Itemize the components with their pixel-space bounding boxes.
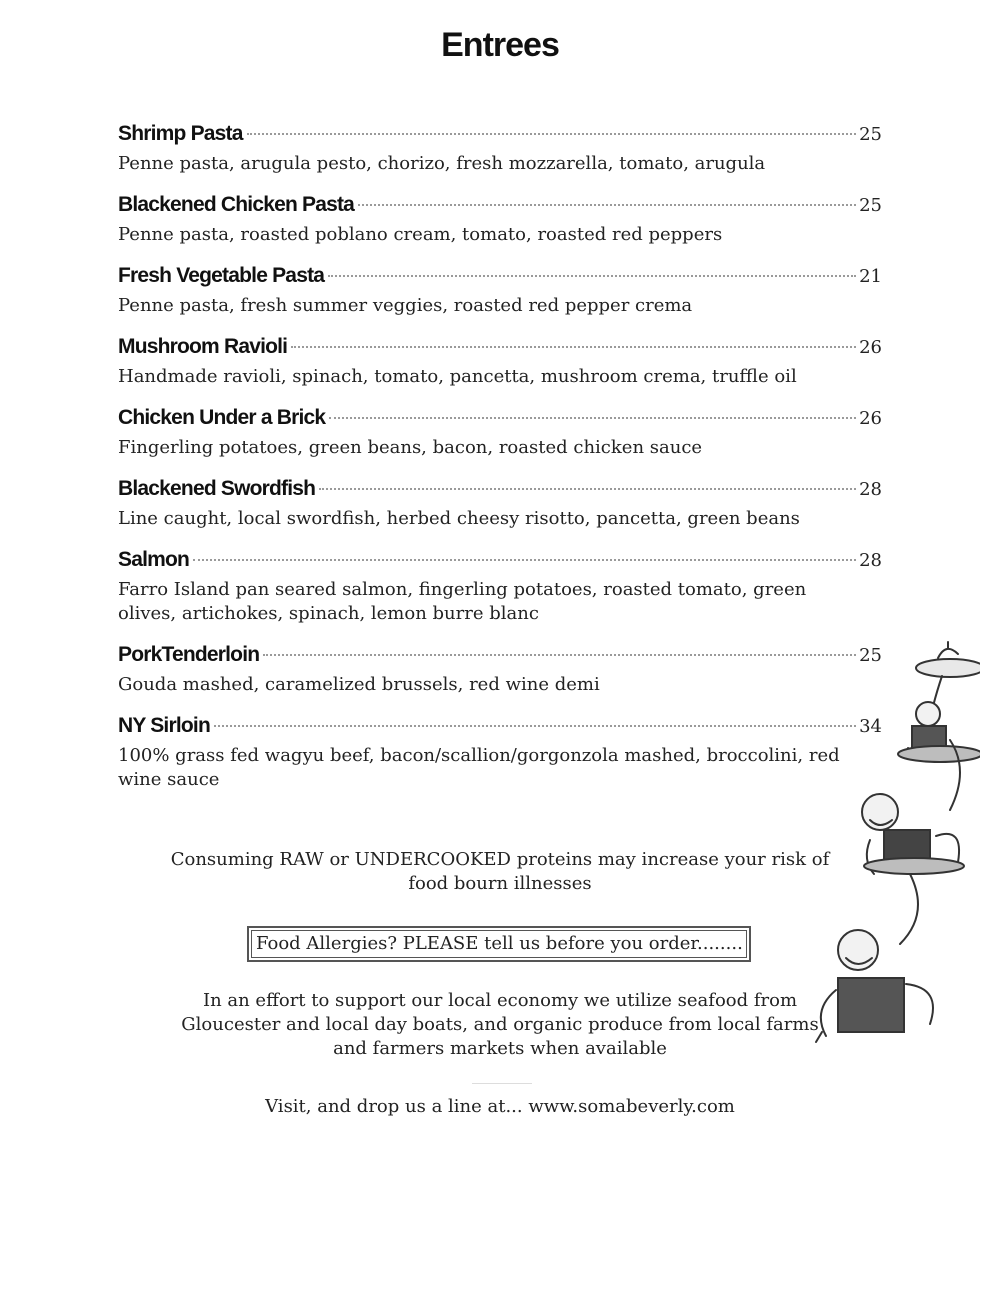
menu-item-description: Penne pasta, fresh summer veggies, roasted red pepper crema bbox=[118, 295, 693, 316]
menu-item-description: Farro Island pan seared salmon, fingerling potatoes, roasted tomato, green olives, artichokes, spinach, lemon burre blanc bbox=[118, 579, 807, 624]
menu-item bbox=[118, 264, 882, 318]
menu-item-header bbox=[118, 122, 882, 152]
menu-item-name: Chicken Under a Brick bbox=[118, 406, 326, 429]
menu-item bbox=[118, 477, 882, 531]
menu-item bbox=[118, 335, 882, 389]
dot-leader bbox=[247, 133, 856, 135]
menu-item-price: 26 bbox=[859, 337, 882, 358]
entree-list bbox=[118, 122, 882, 809]
allergy-notice: Food Allergies? PLEASE tell us before you order........ bbox=[251, 930, 747, 958]
menu-item-name: Fresh Vegetable Pasta bbox=[118, 264, 325, 287]
dot-leader bbox=[291, 346, 856, 348]
menu-item-name: Salmon bbox=[118, 548, 190, 571]
menu-item-description: Fingerling potatoes, green beans, bacon, roasted chicken sauce bbox=[118, 437, 703, 458]
menu-item-header bbox=[118, 193, 882, 223]
menu-item-name: NY Sirloin bbox=[118, 714, 210, 737]
menu-item-header bbox=[118, 406, 882, 436]
menu-item-price: 25 bbox=[859, 124, 882, 145]
menu-item-name: Blackened Swordfish bbox=[118, 477, 316, 500]
dot-leader bbox=[329, 417, 856, 419]
menu-item bbox=[118, 193, 882, 247]
raw-food-warning: Consuming RAW or UNDERCOOKED proteins may increase your risk of food bourn illnesses bbox=[170, 849, 830, 894]
menu-item-description: Gouda mashed, caramelized brussels, red wine demi bbox=[118, 674, 600, 695]
dot-leader bbox=[319, 488, 856, 490]
dot-leader bbox=[263, 654, 856, 656]
menu-item bbox=[118, 406, 882, 460]
menu-item-price: 25 bbox=[859, 645, 882, 666]
menu-item-price: 28 bbox=[859, 550, 882, 571]
dot-leader bbox=[214, 725, 856, 727]
menu-item bbox=[118, 643, 882, 697]
menu-item-description: Line caught, local swordfish, herbed cheesy risotto, pancetta, green beans bbox=[118, 508, 800, 529]
dot-leader bbox=[358, 204, 856, 206]
menu-item-header bbox=[118, 714, 882, 744]
allergy-notice-box bbox=[247, 926, 751, 962]
menu-item-price: 28 bbox=[859, 479, 882, 500]
menu-item-description: Penne pasta, roasted poblano cream, tomato, roasted red peppers bbox=[118, 224, 723, 245]
dot-leader bbox=[193, 559, 856, 561]
menu-item-name: Shrimp Pasta bbox=[118, 122, 243, 145]
menu-item bbox=[118, 548, 882, 626]
menu-item-description: Penne pasta, arugula pesto, chorizo, fresh mozzarella, tomato, arugula bbox=[118, 153, 766, 174]
menu-item-description: Handmade ravioli, spinach, tomato, pancetta, mushroom crema, truffle oil bbox=[118, 366, 797, 387]
menu-item-description: 100% grass fed wagyu beef, bacon/scallion/gorgonzola mashed, broccolini, red wine sauce bbox=[118, 745, 840, 790]
menu-item-header bbox=[118, 477, 882, 507]
website-notice[interactable]: Visit, and drop us a line at... www.somabeverly.com bbox=[265, 1096, 735, 1117]
menu-item-name: Blackened Chicken Pasta bbox=[118, 193, 355, 216]
menu-item-header bbox=[118, 264, 882, 294]
menu-item-name: Mushroom Ravioli bbox=[118, 335, 288, 358]
menu-item-header bbox=[118, 335, 882, 365]
menu-item-price: 25 bbox=[859, 195, 882, 216]
monkey-waiter-illustration-icon bbox=[810, 640, 980, 1060]
menu-item-header bbox=[118, 643, 882, 673]
menu-item-header bbox=[118, 548, 882, 578]
menu-item-price: 34 bbox=[859, 716, 882, 737]
page-title: Entrees bbox=[441, 26, 559, 64]
menu-item-price: 26 bbox=[859, 408, 882, 429]
menu-item bbox=[118, 122, 882, 176]
menu-item bbox=[118, 714, 882, 792]
divider bbox=[472, 1083, 532, 1084]
local-sourcing-notice: In an effort to support our local economy we utilize seafood from Gloucester and local day boats, and organic produce from local farms and farmers markets when available bbox=[181, 990, 819, 1059]
menu-item-price: 21 bbox=[859, 266, 882, 287]
menu-item-name: PorkTenderloin bbox=[118, 643, 260, 666]
dot-leader bbox=[328, 275, 856, 277]
